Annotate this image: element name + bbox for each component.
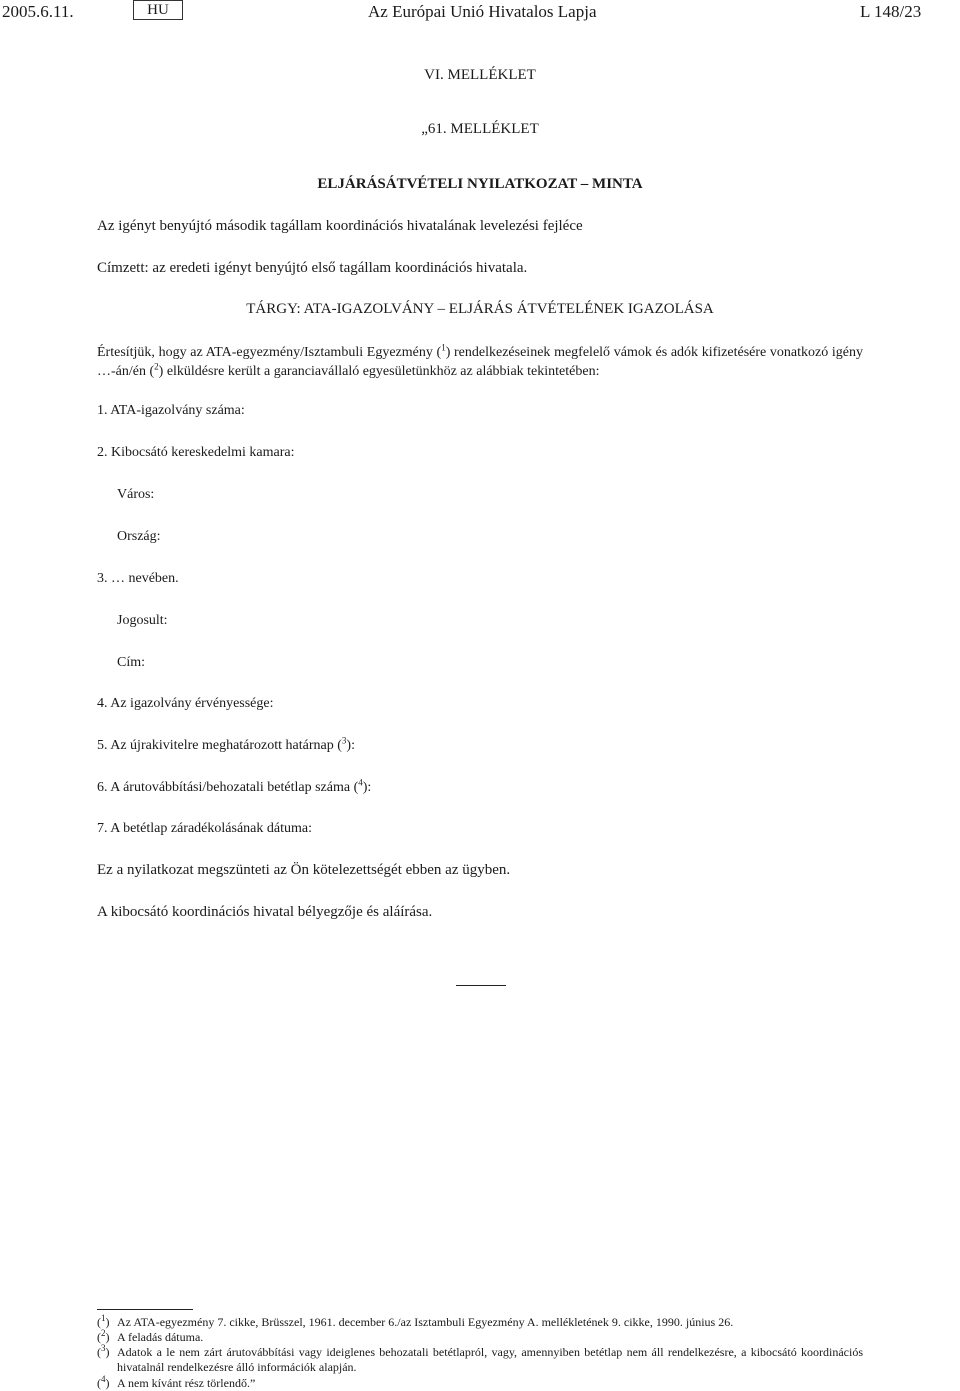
item-reexport-deadline [97,735,355,754]
footnote-ref-2[interactable]: 2 [154,361,159,372]
footnote-1-num: 1 [101,1313,106,1323]
item-voucher-text: 6. A árutovábbítási/behozatali betétlap száma ( [97,780,359,795]
document-title: ELJÁRÁSÁTVÉTELI NYILATKOZAT – MINTA [317,176,643,192]
publication-date: 2005.6.11. [2,2,74,21]
footnote-2-number: ($^2$) [97,1328,110,1344]
footnote-4-number: ($^4$) [97,1374,110,1390]
footnote-1-number: ($^1$) [97,1313,110,1329]
footnote-1 [97,1315,863,1330]
footnote-ref-4[interactable]: 4 [358,777,363,788]
footnote-2-num: 2 [101,1328,106,1338]
annex-subtitle: „61. MELLÉKLET [421,121,539,137]
footnote-3-text: Adatok a le nem zárt árutovábbítási vagy ideiglenes behozatali betétlapról, vagy, amennyiben betétlap nem áll rendelkezésre, a kibocsátó koordinációs hivatalnál rendelkezésre álló információk alapján. [117,1345,863,1374]
item-voucher-number [97,777,372,796]
intro-text-1: Értesítjük, hogy az ATA-egyezmény/Isztambuli Egyezmény ( [97,345,442,360]
language-badge: HU [133,0,183,20]
item-country: Ország: [117,529,161,544]
footnote-2 [97,1330,863,1345]
annex-title: VI. MELLÉKLET [424,67,536,83]
item-reexport-text: 5. Az újrakivitelre meghatározott határnap ( [97,738,342,753]
item-reexport-end: ): [346,738,355,753]
item-voucher-end: ): [362,780,372,795]
intro-paragraph [97,343,863,381]
footnote-4-text: A nem kívánt rész törlendő.” [117,1376,256,1390]
footnote-ref-3[interactable]: 3 [341,735,347,746]
journal-title: Az Európai Unió Hivatalos Lapja [368,2,597,21]
signature-line: A kibocsátó koordinációs hivatal bélyegzője és aláírása. [97,904,433,920]
footnote-rule [97,1309,193,1310]
footnote-3-number: ($^3$) [97,1343,110,1359]
intro-text-3: ) elküldésre került a garanciavállaló egyesületünkhöz az alábbiak tekintetében: [158,364,600,379]
intro-text-2: ) rendelkezéseinek megfelelő vámok és adók kifizetésére vonatkozó igény …-án/én ( [97,345,863,379]
footnote-3-num: 3 [101,1343,106,1353]
item-holder: Jogosult: [117,613,168,628]
item-city: Város: [117,487,155,502]
item-validity: 4. Az igazolvány érvényessége: [97,696,274,711]
footnote-4-num: 4 [101,1374,106,1384]
recipient-line: Címzett: az eredeti igényt benyújtó első tagállam koordinációs hivatala. [97,260,528,276]
item-issuing-chamber: 2. Kibocsátó kereskedelmi kamara: [97,445,295,460]
footnote-2-text: A feladás dátuma. [117,1330,204,1344]
item-voucher-date: 7. A betétlap záradékolásának dátuma: [97,821,312,836]
footnote-3 [97,1345,863,1375]
item-on-behalf: 3. … nevében. [97,571,179,586]
section-separator [456,985,506,986]
page-number: L 148/23 [860,2,922,21]
closing-statement: Ez a nyilatkozat megszünteti az Ön kötelezettségét ebben az ügyben. [97,862,511,878]
footnote-ref-1[interactable]: 1 [441,342,446,353]
footnote-1-text: Az ATA-egyezmény 7. cikke, Brüsszel, 1961. december 6./az Isztambuli Egyezmény A. mellékletének 9. cikke, 1990. június 26. [117,1315,734,1329]
subject-line: TÁRGY: ATA-IGAZOLVÁNY – ELJÁRÁS ÁTVÉTELÉNEK IGAZOLÁSA [246,301,714,317]
letterhead-line: Az igényt benyújtó második tagállam koordinációs hivatalának levelezési fejléce [97,218,583,234]
item-address: Cím: [117,655,146,670]
item-card-number: 1. ATA-igazolvány száma: [97,403,245,418]
footnote-4 [97,1376,863,1391]
